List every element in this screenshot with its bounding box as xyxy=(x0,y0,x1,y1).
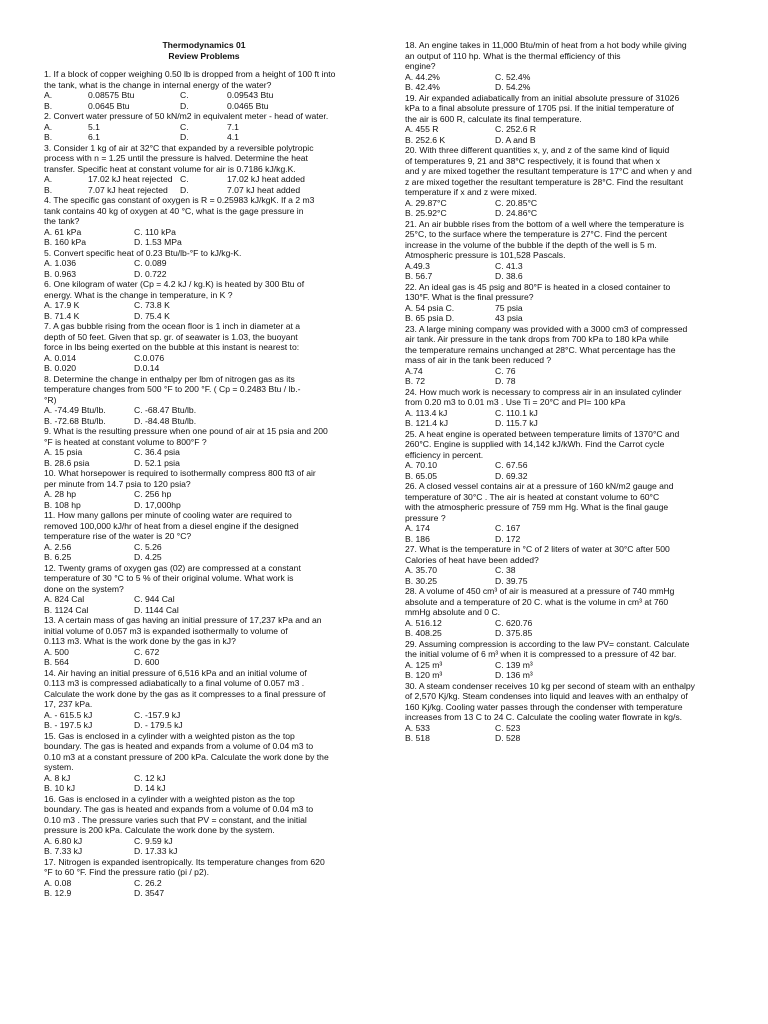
answer-option: C. 5.26 xyxy=(134,541,162,552)
answer-option: A. 824 Cal xyxy=(44,594,85,604)
answer-option: B. 71.4 K xyxy=(44,310,80,321)
answer-row xyxy=(405,208,727,219)
answer-option: A. 516.12 xyxy=(405,617,442,628)
answer-option: B. - 197.5 kJ xyxy=(44,720,93,730)
question-item xyxy=(405,93,727,146)
answer-row xyxy=(44,710,364,721)
question-item xyxy=(44,248,364,280)
answer-option: A. 174 xyxy=(405,523,430,533)
answer-row xyxy=(405,723,727,734)
answer-row xyxy=(405,72,727,83)
header xyxy=(44,40,364,61)
answer-option: D. 54.2% xyxy=(495,82,531,92)
answer-option: A. 0.08 xyxy=(44,877,72,888)
answer-row xyxy=(44,783,364,794)
answer-option: 4.1 xyxy=(227,132,239,142)
question-text: 20. With three different quantities x, y, and z of the same kind of liquid of temperatures 9, 21 and 38°C respectively, it is found that when x and y are mixed together the resultant temperature is 17°C and when y and z are mixed together the resultant temperature is 28°C. Find the resultant temperature if x and z were mixed. xyxy=(405,145,692,197)
answer-row xyxy=(44,458,364,469)
question-item xyxy=(44,731,364,794)
answer-option: B. 186 xyxy=(405,533,430,544)
answer-option: A. 6.80 kJ xyxy=(44,835,83,846)
answer-row xyxy=(44,542,364,553)
answer-option: D. 14 kJ xyxy=(134,783,166,793)
answer-option: D. 17,000hp xyxy=(134,499,181,510)
answer-row xyxy=(44,300,364,311)
question-item xyxy=(405,145,727,219)
answer-row xyxy=(44,90,364,101)
answer-row xyxy=(405,261,727,272)
answer-option: D. 39.75 xyxy=(495,575,528,586)
answer-row xyxy=(405,82,727,93)
answer-option: D. 52.1 psia xyxy=(134,457,180,468)
answer-option: A. 125 m³ xyxy=(405,659,443,670)
answer-option: C. 0.089 xyxy=(134,258,167,268)
question-text: 28. A volume of 450 cm³ of air is measured at a pressure of 740 mmHg absolute and a temperature of 20 C. what is the volume in cm³ at 760 mmHg absolute and 0 C. xyxy=(405,586,675,617)
answer-option: C. 139 m³ xyxy=(495,659,533,670)
answer-option: A. 44.2% xyxy=(405,71,440,82)
answer-option: A. 113.4 kJ xyxy=(405,407,448,418)
question-item xyxy=(44,468,364,510)
answer-option: A. xyxy=(44,90,53,100)
answer-option: D. 528 xyxy=(495,733,521,743)
answer-row xyxy=(405,733,727,744)
answer-row xyxy=(44,657,364,668)
answer-option: A. 0.014 xyxy=(44,352,77,363)
answer-option: C. 110 kPa xyxy=(134,226,176,237)
right-column xyxy=(405,40,727,744)
answer-option: D. 600 xyxy=(134,657,160,667)
answer-option: A. 17.9 K xyxy=(44,300,80,310)
answer-row xyxy=(44,363,364,374)
answer-row xyxy=(405,271,727,282)
answer-row xyxy=(405,471,727,482)
answer-option: A. 70.10 xyxy=(405,460,438,470)
answer-option: C. 110.1 kJ xyxy=(495,407,538,418)
answer-row xyxy=(44,836,364,847)
answer-option: C.0.076 xyxy=(134,352,165,363)
question-item xyxy=(405,324,727,387)
question-text: 18. An engine takes in 11,000 Btu/min of heat from a hot body while giving an output of 110 hp. What is the thermal efficiency of this engine? xyxy=(405,40,687,71)
answer-option: 6.1 xyxy=(88,132,100,142)
answer-row xyxy=(44,185,364,196)
question-item xyxy=(44,510,364,563)
question-item xyxy=(405,387,727,429)
answer-option: D. A and B xyxy=(495,134,536,145)
answer-row xyxy=(44,227,364,238)
answer-row xyxy=(44,605,364,616)
question-item xyxy=(44,321,364,374)
answer-row xyxy=(405,660,727,671)
answer-option: B. 72 xyxy=(405,376,426,386)
answer-option: A. 15 psia xyxy=(44,447,83,457)
answer-option: D. 115.7 kJ xyxy=(495,418,538,428)
question-item xyxy=(44,374,364,427)
answer-option: B. 12.9 xyxy=(44,888,72,898)
question-text: 11. How many gallons per minute of cooling water are required to removed 100,000 kJ/hr of heat from a diesel engine if the designed temperature rise of the water is 20 °C? xyxy=(44,510,299,541)
question-item xyxy=(405,282,727,324)
answer-row xyxy=(405,124,727,135)
question-text: 7. A gas bubble rising from the ocean floor is 1 inch in diameter at a depth of 50 feet. Given that sp. gr. of seawater is 1.03, the buoyant force in lbs being exerted on the bubble at this instant is nearest to: xyxy=(44,321,301,352)
answer-option: B. 7.33 kJ xyxy=(44,846,83,856)
answer-option: 7.1 xyxy=(227,121,239,132)
answer-row xyxy=(44,269,364,280)
answer-option: B. 6.25 xyxy=(44,552,72,562)
answer-option: C. -157.9 kJ xyxy=(134,709,181,720)
answer-option: A. 500 xyxy=(44,646,69,657)
answer-row xyxy=(44,878,364,889)
answer-row xyxy=(44,846,364,857)
question-item xyxy=(405,40,727,93)
answer-row xyxy=(44,447,364,458)
answer-row xyxy=(405,366,727,377)
answer-option: A. - 615.5 kJ xyxy=(44,709,93,720)
answer-option: C. xyxy=(180,121,189,132)
question-list-left xyxy=(44,69,364,899)
question-list-right xyxy=(405,40,727,744)
question-text: 29. Assuming compression is according to the law PV= constant. Calculate the initial volume of 6 m³ when it is compressed to a pressure of 42 bar. xyxy=(405,638,690,659)
question-text: 30. A steam condenser receives 10 kg per second of steam with an enthalpy of 2,570 Kj/kg. Steam condenses into liquid and leaves with an enthalpy of 160 Kj/kg. Cooling water passes through the condenser with temperature increases from 13 C to 24 C. Calculate the cooling water flowrate in kg/s. xyxy=(405,680,695,722)
answer-option: A. 29.87°C xyxy=(405,197,447,208)
answer-option: A. 8 kJ xyxy=(44,772,71,783)
answer-option: A. 455 R xyxy=(405,124,439,134)
answer-option: D. 24.86°C xyxy=(495,208,538,218)
question-item xyxy=(44,794,364,857)
answer-option: B. 518 xyxy=(405,733,430,743)
answer-option: C. 620.76 xyxy=(495,617,533,628)
answer-option: A. xyxy=(44,121,53,132)
answer-option: C. 9.59 kJ xyxy=(134,835,173,846)
answer-option: C. 38 xyxy=(495,565,516,575)
answer-row xyxy=(405,534,727,545)
answer-row xyxy=(44,101,364,112)
question-text: 12. Twenty grams of oxygen gas (02) are compressed at a constant temperature of 30 °C to 5 % of their original volume. What work is done on the system? xyxy=(44,562,301,594)
answer-option: D. 375.85 xyxy=(495,628,533,638)
answer-option: B. 160 kPa xyxy=(44,237,87,247)
answer-option: 17.02 kJ heat added xyxy=(227,174,305,184)
question-item xyxy=(405,429,727,482)
answer-option: A. 61 kPa xyxy=(44,226,82,237)
answer-option: 17.02 kJ heat rejected xyxy=(88,174,173,184)
answer-option: D. 136 m³ xyxy=(495,670,533,680)
document-title: Thermodynamics 01 xyxy=(162,40,246,50)
question-text: 21. An air bubble rises from the bottom of a well where the temperature is 25°C, to the surface where the temperature is 27°C. Find the percent increase in the volume of the bubble if the depth of the well is 5 m. Atmospheric pressure is 101,528 Pascals. xyxy=(405,218,684,260)
answer-option: B. 564 xyxy=(44,657,69,667)
answer-option: D. 0.722 xyxy=(134,268,167,279)
answer-option: D. - 179.5 kJ xyxy=(134,720,183,730)
answer-row xyxy=(44,647,364,658)
question-text: 24. How much work is necessary to compress air in an insulated cylinder from 0.20 m3 to 0.01 m3 . Use Ti = 20°C and PI= 100 kPa xyxy=(405,386,682,407)
answer-option: B. 10 kJ xyxy=(44,783,76,793)
answer-option: A. 28 hp xyxy=(44,489,77,499)
answer-row xyxy=(405,376,727,387)
left-column xyxy=(44,40,364,899)
question-item xyxy=(44,195,364,248)
answer-option: A. 54 psia C. xyxy=(405,302,455,313)
question-text: 4. The specific gas constant of oxygen is R = 0.25983 kJ/kgK. If a 2 m3 tank contains 40 kg of oxygen at 40 °C, what is the gage pressure in the tank? xyxy=(44,195,315,226)
answer-row xyxy=(44,122,364,133)
question-item xyxy=(44,668,364,731)
question-item xyxy=(405,481,727,544)
answer-option: 7.07 kJ heat rejected xyxy=(88,184,168,195)
answer-option: B. xyxy=(44,100,53,111)
answer-row xyxy=(405,135,727,146)
answer-option: B. 65.05 xyxy=(405,470,438,481)
answer-option: B. 28.6 psia xyxy=(44,457,90,468)
answer-row xyxy=(405,523,727,534)
answer-option: A. xyxy=(44,174,53,184)
answer-option: B. -72.68 Btu/lb. xyxy=(44,415,106,426)
answer-row xyxy=(44,132,364,143)
answer-option: 75 psia xyxy=(495,302,523,313)
question-text: 2. Convert water pressure of 50 kN/m2 in equivalent meter - head of water. xyxy=(44,111,329,121)
answer-option: D. 4.25 xyxy=(134,552,162,562)
question-item xyxy=(44,426,364,468)
question-text: 26. A closed vessel contains air at a pressure of 160 kN/m2 gauge and temperature of 30°C . The air is heated at constant volume to 60°C with the atmospheric pressure of 759 mm Hg. What is the final gauge pressure ? xyxy=(405,481,674,523)
answer-option: A. 1.036 xyxy=(44,258,77,268)
answer-option: A. 533 xyxy=(405,722,430,733)
question-text: 8. Determine the change in enthalpy per lbm of nitrogen gas as its temperature changes from 500 °F to 200 °F. ( Cp = 0.2483 Btu / lb.- °R) xyxy=(44,373,301,405)
answer-option: B. 108 hp xyxy=(44,499,81,510)
answer-option: B. 120 m³ xyxy=(405,670,443,680)
answer-option: C. 672 xyxy=(134,646,160,657)
answer-option: C. xyxy=(180,174,189,184)
answer-option: 5.1 xyxy=(88,121,100,132)
answer-option: D. 1.53 MPa xyxy=(134,237,182,247)
answer-row xyxy=(44,888,364,899)
answer-option: C. xyxy=(180,90,189,100)
answer-row xyxy=(44,773,364,784)
question-item xyxy=(44,279,364,321)
question-text: 6. One kilogram of water (Cp = 4.2 kJ / kg.K) is heated by 300 Btu of energy. What is the change in temperature, in K ? xyxy=(44,279,305,300)
answer-option: D. xyxy=(180,184,189,195)
answer-option: C. 76 xyxy=(495,365,516,376)
answer-option: A. 35.70 xyxy=(405,565,438,575)
answer-row xyxy=(44,174,364,185)
answer-option: C. 67.56 xyxy=(495,460,528,470)
answer-option: B. 25.92°C xyxy=(405,208,447,218)
answer-option: C. 36.4 psia xyxy=(134,447,180,457)
answer-row xyxy=(44,258,364,269)
answer-row xyxy=(405,408,727,419)
answer-option: D. -84.48 Btu/lb. xyxy=(134,415,197,426)
question-text: 3. Consider 1 kg of air at 32°C that expanded by a reversible polytropic process with n = 1.25 until the pressure is halved. Determine the heat transfer. Specific heat at constant volume for air is 0.7186 kJ/kg.K. xyxy=(44,142,314,174)
answer-option: C. 944 Cal xyxy=(134,594,175,604)
answer-row xyxy=(405,198,727,209)
answer-row xyxy=(44,416,364,427)
answer-option: C. 52.4% xyxy=(495,71,531,82)
answer-row xyxy=(44,237,364,248)
answer-option: B. 42.4% xyxy=(405,82,440,92)
answer-row xyxy=(405,670,727,681)
question-text: 23. A large mining company was provided with a 3000 cm3 of compressed air tank. Air pressure in the tank drops from 700 kPa to 180 kPa while the temperature remains unchanged at 28°C. What percentage has the mass of air in the tank been reduced ? xyxy=(405,323,688,365)
answer-option: B. 121.4 kJ xyxy=(405,418,448,428)
question-item xyxy=(44,111,364,143)
answer-row xyxy=(405,313,727,324)
question-text: 1. If a block of copper weighing 0.50 lb is dropped from a height of 100 ft into the tank, what is the change in internal energy of the water? xyxy=(44,69,336,90)
answer-option: 0.0465 Btu xyxy=(227,100,269,111)
answer-option: B. xyxy=(44,132,53,142)
question-item xyxy=(44,563,364,616)
answer-option: C. 167 xyxy=(495,523,521,533)
answer-option: B. 0.963 xyxy=(44,268,77,279)
question-text: 22. An ideal gas is 45 psig and 80°F is heated in a closed container to 130°F. What is the final pressure? xyxy=(405,281,671,302)
answer-row xyxy=(44,594,364,605)
answer-row xyxy=(44,552,364,563)
answer-option: D. 172 xyxy=(495,533,521,544)
answer-option: 7.07 kJ heat added xyxy=(227,184,301,195)
answer-option: 43 psia xyxy=(495,313,523,323)
answer-option: B. 56.7 xyxy=(405,271,433,281)
answer-option: D. 78 xyxy=(495,376,516,386)
answer-row xyxy=(44,500,364,511)
answer-row xyxy=(44,311,364,322)
answer-option: C. 12 kJ xyxy=(134,772,166,783)
answer-row xyxy=(405,618,727,629)
document-subtitle: Review Problems xyxy=(168,50,240,61)
answer-option: B. xyxy=(44,184,53,195)
question-text: 15. Gas is enclosed in a cylinder with a weighted piston as the top boundary. The gas is heated and expands from a volume of 0.04 m3 to 0.10 m3 at a constant pressure of 200 kPa. Calculate the work done by the system. xyxy=(44,730,329,772)
answer-option: C. 256 hp xyxy=(134,489,172,499)
question-text: 9. What is the resulting pressure when one pound of air at 15 psia and 200 °F is heated at constant volume to 800°F ? xyxy=(44,426,328,447)
answer-option: C. 41.3 xyxy=(495,260,523,271)
answer-option: D. xyxy=(180,100,189,111)
answer-option: D. 75.4 K xyxy=(134,310,170,321)
answer-option: B. 65 psia D. xyxy=(405,313,455,323)
answer-row xyxy=(44,353,364,364)
answer-row xyxy=(405,303,727,314)
answer-option: D. 3547 xyxy=(134,888,165,898)
answer-row xyxy=(405,565,727,576)
answer-option: C. 523 xyxy=(495,722,521,733)
answer-row xyxy=(44,489,364,500)
answer-option: D.0.14 xyxy=(134,363,160,373)
question-text: 14. Air having an initial pressure of 6,516 kPa and an initial volume of 0.113 m3 is compressed adiabatically to a final volume of 0.057 m3 . Calculate the work done by the gas as it compresses to a final pressure of 17, 237 kPa. xyxy=(44,667,326,709)
answer-option: A. 2.56 xyxy=(44,541,72,552)
answer-option: B. 408.25 xyxy=(405,628,442,638)
question-item xyxy=(405,544,727,586)
answer-row xyxy=(405,576,727,587)
question-item xyxy=(44,615,364,668)
answer-option: C. -68.47 Btu/lb. xyxy=(134,405,197,415)
question-item xyxy=(405,219,727,282)
answer-row xyxy=(405,628,727,639)
answer-option: B. 0.020 xyxy=(44,363,77,373)
answer-option: A.49.3 xyxy=(405,260,430,271)
answer-row xyxy=(405,460,727,471)
question-text: 19. Air expanded adiabatically from an initial absolute pressure of 31026 kPa to a final absolute pressure of 1705 psi. If the initial temperature of the air is 600 R, calculate its final temperature. xyxy=(405,92,680,124)
answer-option: D. 17.33 kJ xyxy=(134,846,178,856)
answer-option: C. 252.6 R xyxy=(495,124,537,134)
answer-option: D. 69.32 xyxy=(495,470,528,481)
question-item xyxy=(44,143,364,196)
question-text: 16. Gas is enclosed in a cylinder with a weighted piston as the top boundary. The gas is heated and expands from a volume of 0.04 m3 to 0.10 m3 . The pressure varies such that PV = constant, and the initial pressure is 200 kPa. Calculate the work done by the system. xyxy=(44,793,314,835)
question-text: 25. A heat engine is operated between temperature limits of 1370°C and 260°C. Engine is supplied with 14,142 kJ/kWh. Find the Carrot cycle efficiency in percent. xyxy=(405,428,680,460)
question-text: 13. A certain mass of gas having an initial pressure of 17,237 kPa and an initial volume of 0.057 m3 is expanded isothermally to volume of 0.113 m3. What is the work done by the gas in kJ? xyxy=(44,615,322,646)
answer-option: C. 73.8 K xyxy=(134,300,170,310)
question-item xyxy=(405,586,727,639)
question-item xyxy=(405,639,727,681)
answer-option: A. -74.49 Btu/lb. xyxy=(44,405,106,415)
answer-option: B. 1124 Cal xyxy=(44,604,89,615)
answer-row xyxy=(44,405,364,416)
answer-option: A.74 xyxy=(405,365,423,376)
question-item xyxy=(44,857,364,899)
answer-option: D. 38.6 xyxy=(495,271,523,281)
question-text: 27. What is the temperature in °C of 2 liters of water at 30°C after 500 Calories of heat have been added? xyxy=(405,544,670,565)
answer-option: B. 30.25 xyxy=(405,575,438,586)
answer-option: C. 26.2 xyxy=(134,877,162,888)
question-text: 17. Nitrogen is expanded isentropically. Its temperature changes from 620 °F to 60 °F. Find the pressure ratio (pi / p2). xyxy=(44,856,325,877)
question-text: 10. What horsepower is required to isothermally compress 800 ft3 of air per minute from 14.7 psia to 120 psia? xyxy=(44,468,316,489)
question-item xyxy=(405,681,727,744)
answer-option: 0.08575 Btu xyxy=(88,90,135,100)
answer-row xyxy=(44,720,364,731)
answer-row xyxy=(405,418,727,429)
answer-option: C. 20.85°C xyxy=(495,197,538,208)
answer-option: D. 1144 Cal xyxy=(134,604,179,615)
answer-option: 0.09543 Btu xyxy=(227,90,274,100)
question-item xyxy=(44,69,364,111)
answer-option: D. xyxy=(180,132,189,142)
question-text: 5. Convert specific heat of 0.23 Btu/lb-°F to kJ/kg-K. xyxy=(44,247,242,258)
answer-option: B. 252.6 K xyxy=(405,134,446,145)
answer-option: 0.0645 Btu xyxy=(88,100,130,111)
